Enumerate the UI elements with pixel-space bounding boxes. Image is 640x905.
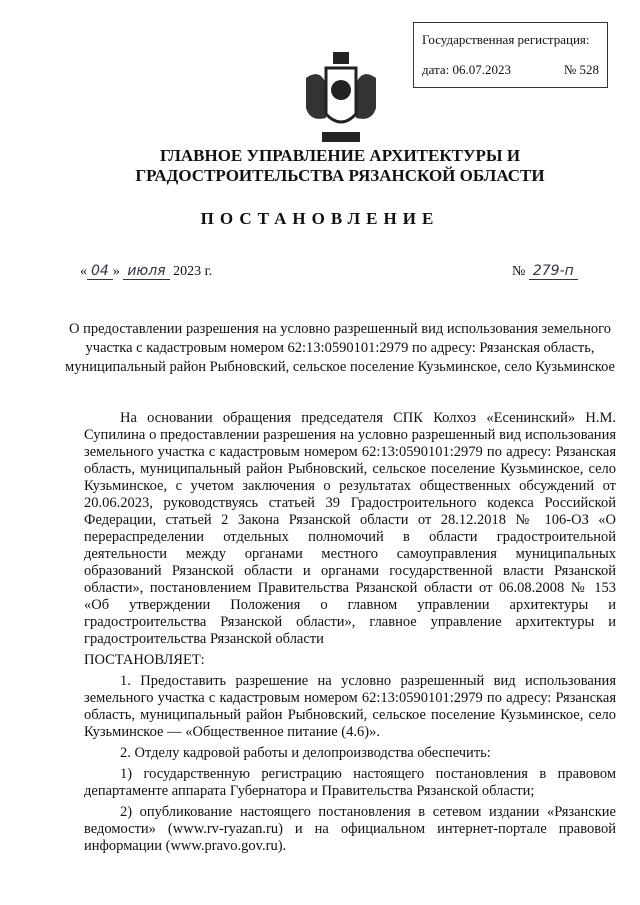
- document-number: № 279-п: [512, 263, 578, 280]
- paragraph: 1. Предоставить разрешение на условно разрешенный вид использования земельного участка с кадастровым номером 62:13:0590101:2979 по адресу: Рязанская область, муниципальный район Рыбновский, сельское поселение Кузьминское, село Кузьминское — «Общественное питание (4.6)».: [84, 673, 616, 740]
- paragraph: 2) опубликование настоящего постановления в сетевом издании «Рязанские ведомости» (www.rv-ryazan.ru) и на официальном интернет-портале правовой информации (www.pravo.gov.ru).: [84, 804, 616, 854]
- document-type: ПОСТАНОВЛЕНИЕ: [200, 209, 440, 228]
- document-date: « 04 » июля 2023 г.: [80, 263, 213, 279]
- document-body: [84, 410, 616, 859]
- paragraph: 1) государственную регистрацию настоящего постановления в правовом департаменте аппарата Губернатора и Правительства Рязанской области;: [84, 766, 616, 799]
- paragraph: ПОСТАНОВЛЯЕТ:: [84, 652, 205, 668]
- date-month: июля: [123, 263, 169, 280]
- registration-date: дата: 06.07.2023: [422, 62, 512, 77]
- registration-stamp: [413, 22, 608, 88]
- date-day: 04: [87, 263, 113, 280]
- registration-number: № 528: [563, 62, 599, 77]
- document-subject: О предоставлении разрешения на условно разрешенный вид использования земельного участка с кадастровым номером 62:13:0590101:2979 по адресу: Рязанская область, муниципальный район Рыбновский, сельское поселение Кузьминское, село Кузьминское: [65, 321, 615, 375]
- paragraph: 2. Отделу кадровой работы и делопроизводства обеспечить:: [120, 745, 491, 761]
- document-number-value: 279-п: [529, 263, 578, 280]
- registration-label: Государственная регистрация:: [422, 32, 590, 47]
- organization-title: ГЛАВНОЕ УПРАВЛЕНИЕ АРХИТЕКТУРЫ И ГРАДОСТРОИТЕЛЬСТВА РЯЗАНСКОЙ ОБЛАСТИ: [135, 146, 545, 185]
- paragraph: На основании обращения председателя СПК Колхоз «Есенинский» Н.М. Супилина о предоставлении разрешения на условно разрешенный вид использования земельного участка с кадастровым номером 62:13:0590101:2979 по адресу: Рязанская область, муниципальный район Рыбновский, сельское поселение Кузьминское, село Кузьминское, с учетом заключения о результатах общественных обсуждений от 20.06.2023, руководствуясь статьей 39 Градостроительного кодекса Российской Федерации, статьей 2 Закона Рязанской области от 28.12.2018 № 106-ОЗ «О перераспределении отдельных полномочий в области градостроительной деятельности между органами местного самоуправления муниципальных образований Рязанской области и органами государственной власти Рязанской области», постановлением Правительства Рязанской области от 06.08.2008 № 153 «Об утверждении Положения о главном управлении архитектуры и градостроительства Рязанской области», главное управление архитектуры и градостроительства Рязанской области: [84, 410, 616, 647]
- date-year: 2023 г.: [173, 264, 213, 279]
- coat-of-arms-icon: [300, 48, 382, 148]
